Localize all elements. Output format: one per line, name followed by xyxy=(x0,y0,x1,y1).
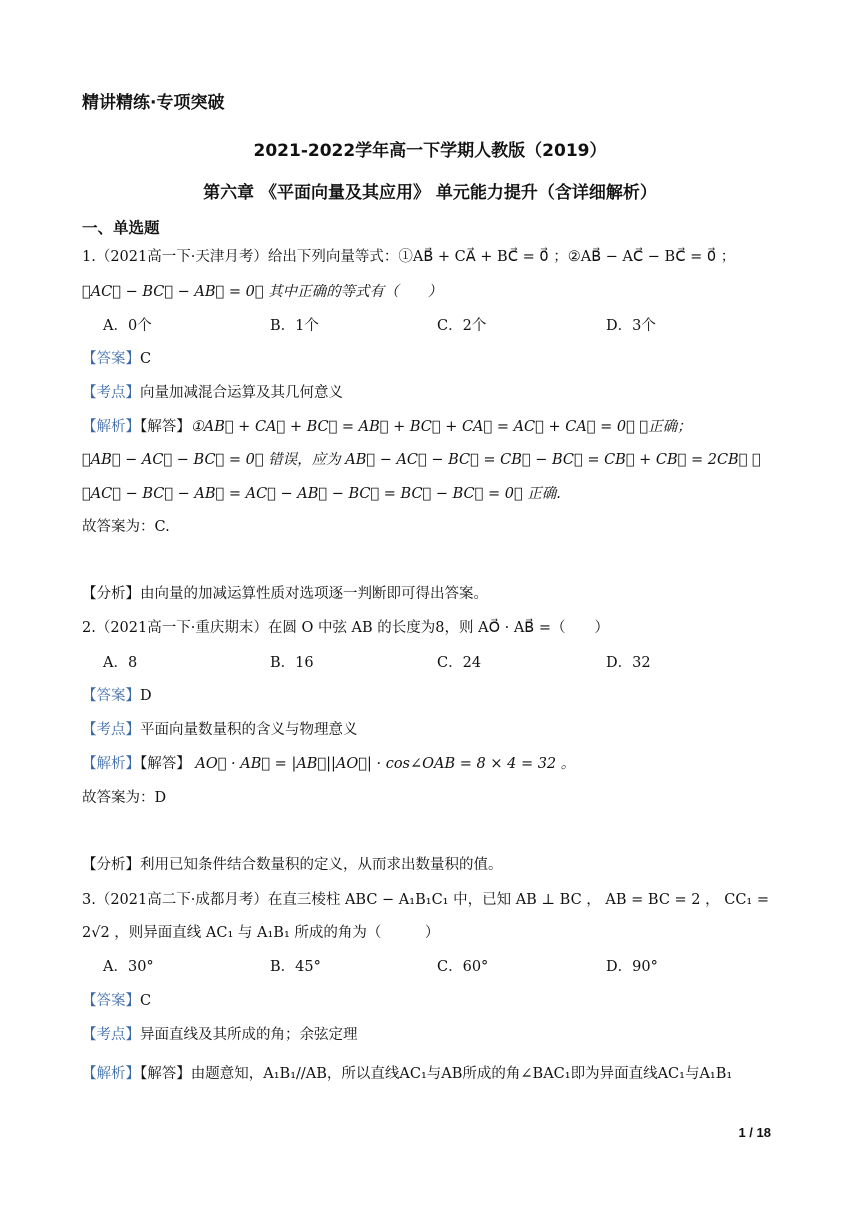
q3-stem: 3.（2021高二下·成都月考）在直三棱柱 ABC − A₁B₁C₁ 中，已知 AB ⊥ BC ， AB = BC = 2 ， CC₁ = xyxy=(82,892,769,908)
q2-option-c: C．24 xyxy=(437,655,482,671)
page-number: 1 / 18 xyxy=(738,1125,771,1140)
q1-stem-continued: ③AC⃗ − BC⃗ − AB⃗ = 0⃗ 其中正确的等式有（ ） xyxy=(82,284,443,300)
q1-option-a: A．0个 xyxy=(103,318,152,334)
q3-answer: 【答案】C xyxy=(82,993,152,1009)
series-title: 精讲精练·专项突破 xyxy=(82,93,225,113)
q3-option-b: B．45° xyxy=(270,959,321,975)
q1-option-c: C．2个 xyxy=(437,318,487,334)
q1-answer: 【答案】C xyxy=(82,351,152,367)
q3-solution: 【解析】【解答】由题意知，A₁B₁//AB，所以直线AC₁与AB所成的角∠BAC₁即为异面直线AC₁与A₁B₁ xyxy=(82,1066,733,1082)
section-heading: 一、单选题 xyxy=(82,219,160,237)
q1-topic: 【考点】向量加减混合运算及其几何意义 xyxy=(82,385,343,401)
analysis-tag: 【解析】 xyxy=(82,419,140,435)
document-title: 2021-2022学年高一下学期人教版（2019） xyxy=(253,141,607,161)
q3-topic: 【考点】异面直线及其所成的角；余弦定理 xyxy=(82,1027,358,1043)
q2-solution: 【解析】【解答】 AO⃗ · AB⃗ = |AB⃗||AO⃗| · cos∠OAB = 8 × 4 = 32 。 xyxy=(82,756,576,772)
q2-option-b: B．16 xyxy=(270,655,314,671)
answer-tag: 【答案】 xyxy=(82,351,140,367)
q1-solution-line-2: ②AB⃗ − AC⃗ − BC⃗ = 0⃗ 错误，应为 AB⃗ − AC⃗ − BC⃗ = CB⃗ − BC⃗ = CB⃗ + CB⃗ = 2CB⃗ ； xyxy=(82,452,761,468)
q2-option-d: D．32 xyxy=(606,655,651,671)
chapter-title: 第六章 《平面向量及其应用》 单元能力提升（含详细解析） xyxy=(203,183,657,203)
q3-stem-continued: 2√2 ，则异面直线 AC₁ 与 A₁B₁ 所成的角为（ ） xyxy=(82,925,440,941)
q2-answer: 【答案】D xyxy=(82,688,152,704)
q2-analysis: 【分析】利用已知条件结合数量积的定义，从而求出数量积的值。 xyxy=(82,857,503,873)
q1-solution-line-1: 【解析】【解答】①AB⃗ + CA⃗ + BC⃗ = AB⃗ + BC⃗ + CA⃗ = AC⃗ + CA⃗ = 0⃗ ，正确； xyxy=(82,419,692,435)
q1-option-b: B．1个 xyxy=(270,318,319,334)
q1-solution-line-3: ③AC⃗ − BC⃗ − AB⃗ = AC⃗ − AB⃗ − BC⃗ = BC⃗ − BC⃗ = 0⃗ 正确. xyxy=(82,486,561,502)
q1-option-d: D．3个 xyxy=(606,318,656,334)
q1-analysis: 【分析】由向量的加减运算性质对选项逐一判断即可得出答案。 xyxy=(82,586,488,602)
q2-topic: 【考点】平面向量数量积的含义与物理意义 xyxy=(82,722,358,738)
q2-option-a: A．8 xyxy=(103,655,138,671)
q1-conclusion: 故答案为：C. xyxy=(82,519,170,535)
q2-stem: 2.（2021高一下·重庆期末）在圆 O 中弦 AB 的长度为8，则 AO⃗ · AB⃗ =（ ） xyxy=(82,620,610,636)
q3-option-d: D．90° xyxy=(606,959,658,975)
q2-conclusion: 故答案为：D xyxy=(82,790,167,806)
q3-option-a: A．30° xyxy=(103,959,154,975)
topic-tag: 【考点】 xyxy=(82,385,140,401)
q1-stem: 1.（2021高一下·天津月考）给出下列向量等式：①AB⃗ + CA⃗ + BC⃗ = 0⃗ ；②AB⃗ − AC⃗ − BC⃗ = 0⃗ ； xyxy=(82,249,736,265)
q3-option-c: C．60° xyxy=(437,959,489,975)
